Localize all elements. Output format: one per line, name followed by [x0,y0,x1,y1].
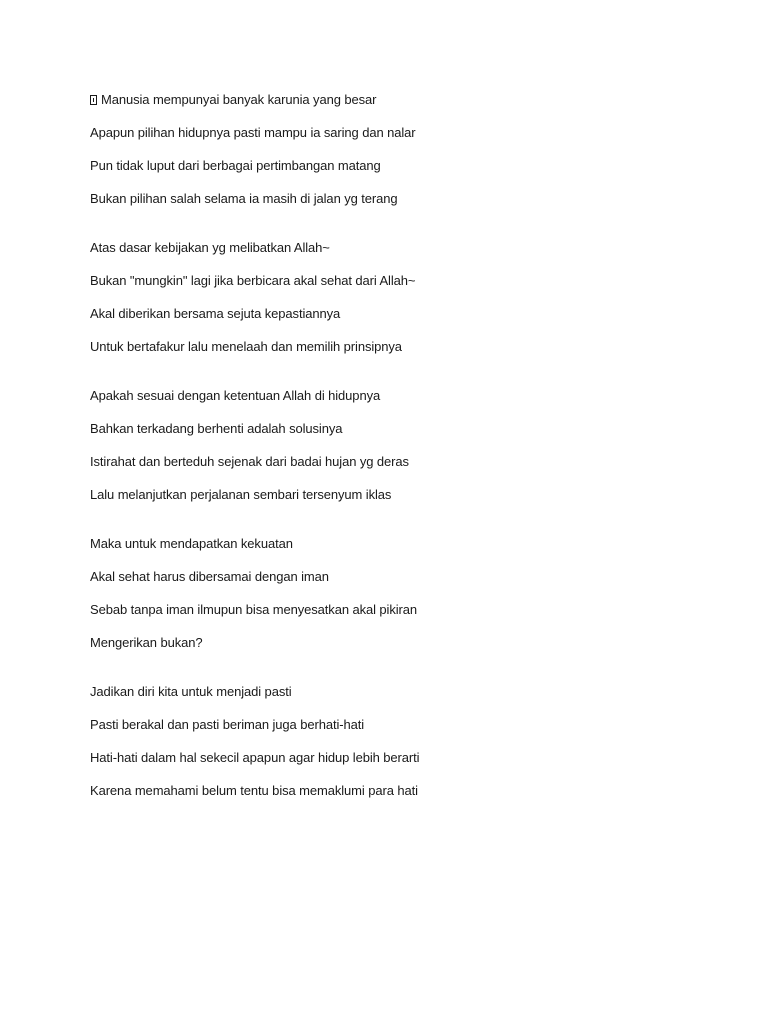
missing-glyph-icon [90,95,97,105]
poem-line: Apapun pilihan hidupnya pasti mampu ia saring dan nalar [90,125,416,140]
poem-line: Istirahat dan berteduh sejenak dari badai hujan yg deras [90,454,409,469]
poem-line: Sebab tanpa iman ilmupun bisa menyesatkan akal pikiran [90,602,418,617]
stanza-3 [90,388,710,503]
stanza-1 [90,92,710,207]
poem-line: Maka untuk mendapatkan kekuatan [90,536,293,551]
poem-line: Hati-hati dalam hal sekecil apapun agar hidup lebih berarti [90,750,420,765]
poem-line-text: Manusia mempunyai banyak karunia yang besar [101,92,377,107]
poem-line: Akal sehat harus dibersamai dengan iman [90,569,329,584]
poem-line: Karena memahami belum tentu bisa memaklumi para hati [90,783,418,798]
poem-line: Bukan pilihan salah selama ia masih di jalan yg terang [90,191,398,206]
poem-line: Untuk bertafakur lalu menelaah dan memilih prinsipnya [90,339,402,354]
poem-line: Bahkan terkadang berhenti adalah solusinya [90,421,343,436]
stanza-2 [90,240,710,355]
poem-line: Bukan "mungkin" lagi jika berbicara akal sehat dari Allah~ [90,273,416,288]
poem-line: Lalu melanjutkan perjalanan sembari tersenyum iklas [90,487,392,502]
poem-line: Apakah sesuai dengan ketentuan Allah di hidupnya [90,388,381,403]
poem-line: Pasti berakal dan pasti beriman juga berhati-hati [90,717,365,732]
stanza-4 [90,536,710,651]
poem-body [90,92,710,832]
poem-line: Jadikan diri kita untuk menjadi pasti [90,684,292,699]
poem-line: Akal diberikan bersama sejuta kepastiannya [90,306,341,321]
stanza-5 [90,684,710,799]
poem-line: Pun tidak luput dari berbagai pertimbangan matang [90,158,381,173]
poem-line: Atas dasar kebijakan yg melibatkan Allah~ [90,240,330,255]
poem-line: Mengerikan bukan? [90,635,203,650]
poem-line [90,92,710,108]
